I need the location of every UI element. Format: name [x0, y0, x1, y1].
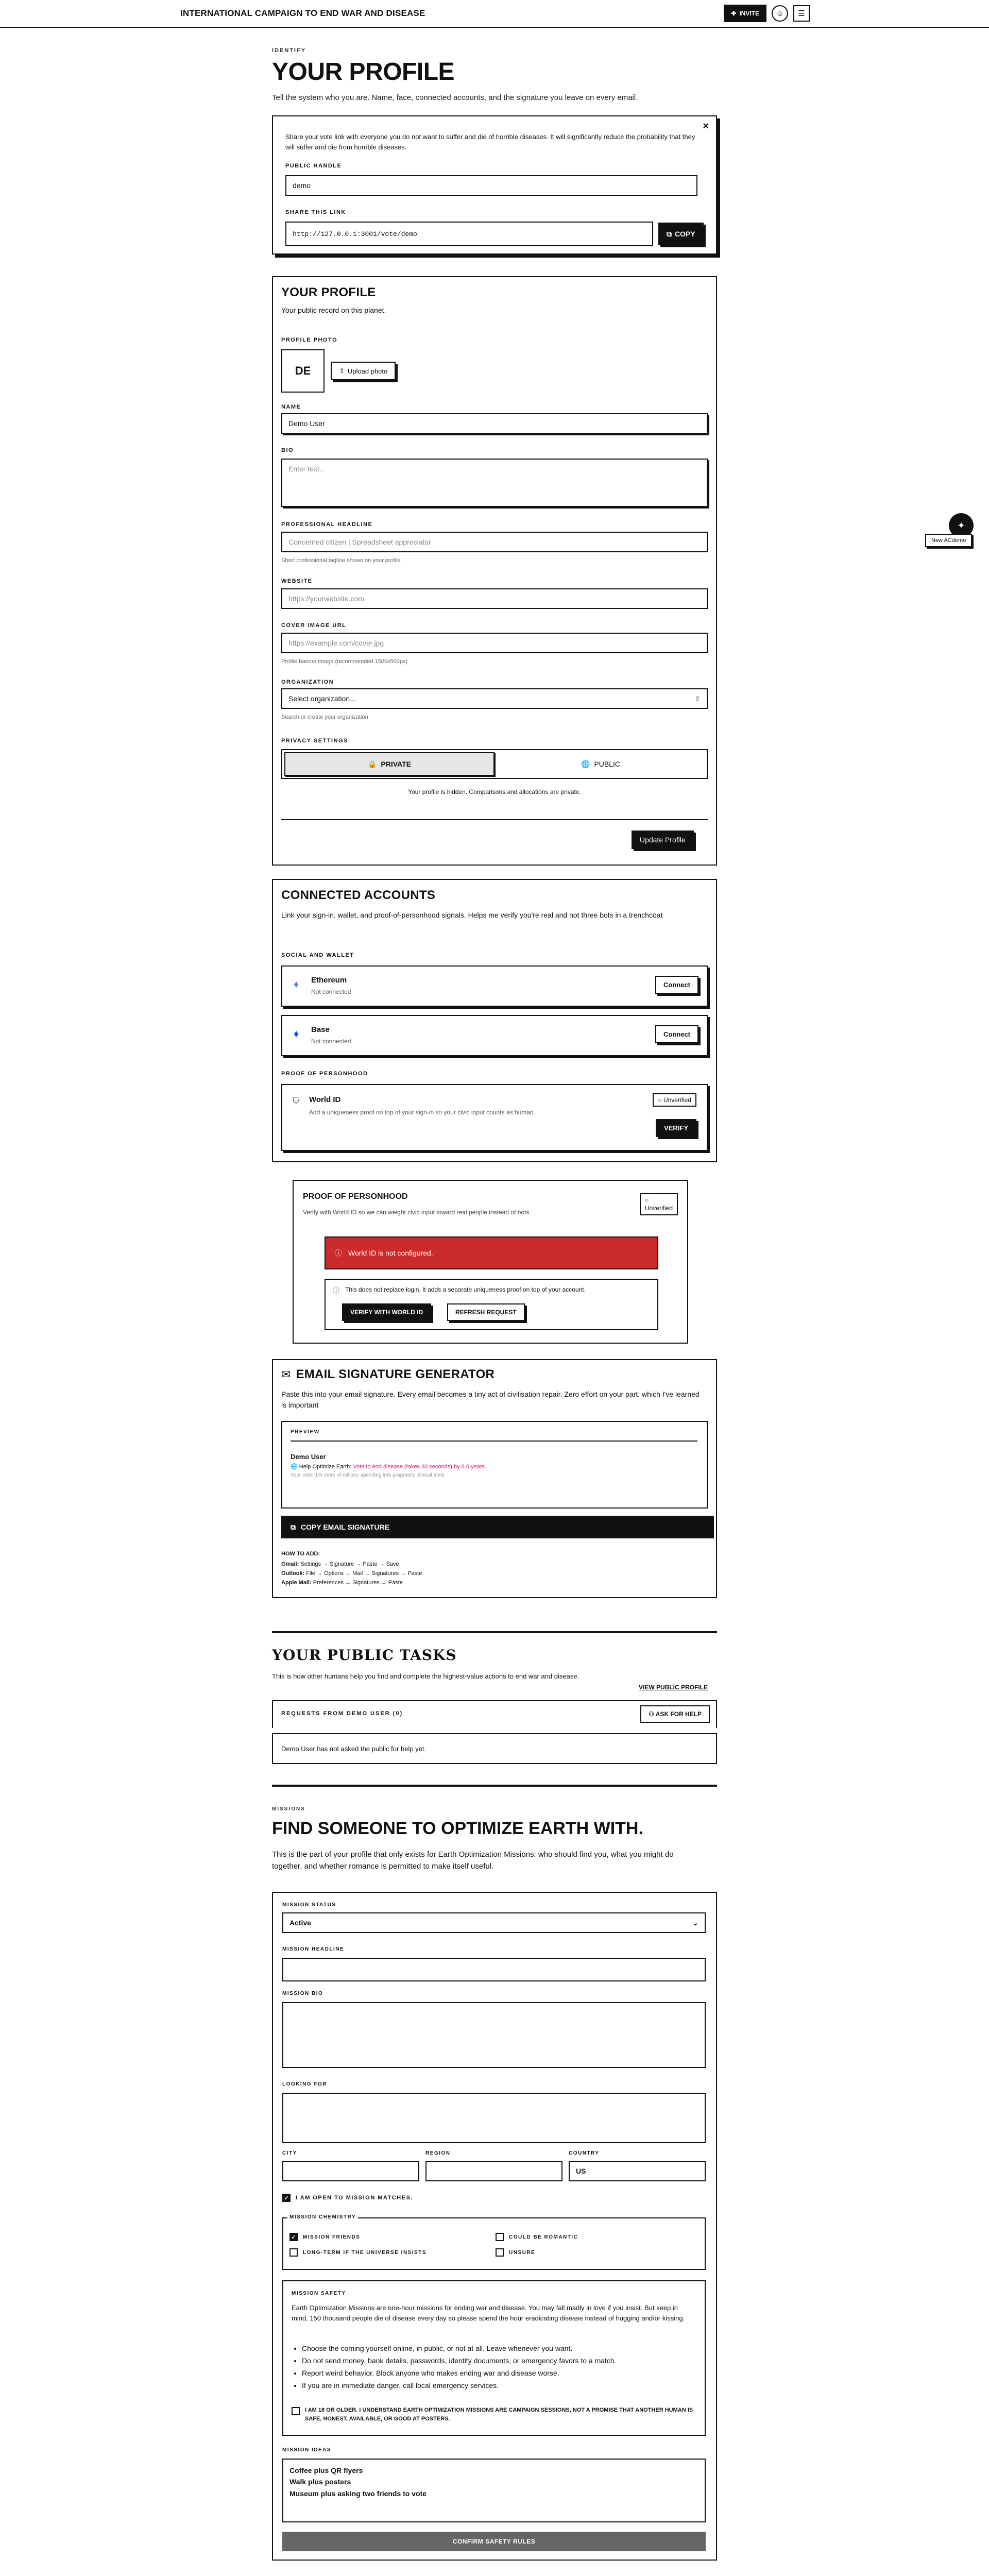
chem-longterm-label: LONG-TERM IF THE UNIVERSE INSISTS [303, 2249, 427, 2256]
pop-title: PROOF OF PERSONHOOD [303, 1192, 408, 1201]
tasks-subtitle: This is how other humans help you find and complete the highest-value actions to end war and disease. [272, 1672, 579, 1680]
signature-heading [281, 1367, 494, 1382]
page-eyebrow: IDENTIFY [272, 47, 306, 54]
upload-label: Upload photo [347, 367, 388, 375]
profile-title: YOUR PROFILE [281, 285, 376, 299]
base-icon: ♦ [294, 1028, 299, 1040]
idea-item: Walk plus posters [289, 2478, 351, 2486]
chem-unsure-label: UNSURE [509, 2249, 536, 2256]
headline-label: PROFESSIONAL HEADLINE [281, 521, 373, 528]
city-input[interactable] [282, 2161, 419, 2181]
chevron-updown-icon: ⇕ [694, 694, 701, 703]
copy-icon: ⧉ [667, 229, 672, 238]
open-matches-checkbox[interactable]: ✓ [282, 2194, 291, 2202]
name-label: NAME [281, 404, 301, 410]
copy-signature-button[interactable] [281, 1516, 714, 1538]
shield-icon: ⛉ [293, 1095, 300, 1106]
verify-world-id-button[interactable]: VERIFY WITH WORLD ID [342, 1303, 431, 1321]
pop-badge-label: Unverified [644, 1204, 673, 1212]
user-icon[interactable]: ☺ [772, 5, 788, 22]
mission-headline-input[interactable] [282, 1958, 706, 1981]
cover-input[interactable]: https://example.com/cover.jpg [281, 633, 708, 653]
how-outlook [281, 1570, 422, 1577]
accounts-card [272, 879, 717, 1162]
bio-label: BIO [281, 447, 294, 453]
headline-hint: Short professional tagline shown on your profile [281, 557, 401, 564]
photo-label: PROFILE PHOTO [281, 337, 338, 343]
missions-eyebrow: MISSIONS [272, 1806, 305, 1812]
ask-label: ASK FOR HELP [655, 1710, 702, 1718]
how-gmail [281, 1561, 399, 1567]
private-label: PRIVATE [381, 760, 412, 768]
safety-rule: • If you are in immediate danger, call local emergency services. [302, 2381, 693, 2389]
chem-romantic-label: COULD BE ROMANTIC [509, 2234, 578, 2240]
chem-friends-checkbox[interactable]: ✓ [289, 2233, 298, 2241]
avatar: DE [281, 349, 325, 393]
invite-button[interactable] [724, 5, 766, 22]
bio-textarea[interactable]: Enter text... [281, 459, 708, 507]
region-input[interactable] [425, 2161, 562, 2181]
name-input[interactable]: Demo User [281, 413, 708, 434]
upload-photo-button[interactable] [331, 362, 396, 380]
ethereum-name: Ethereum [311, 976, 347, 985]
mission-bio-textarea[interactable] [282, 2002, 706, 2068]
safety-rule: • Do not send money, bank details, passwords, identity documents, or emergency favors to a match. [302, 2357, 693, 2365]
cover-hint: Profile banner image (recommended 1500x500px) [281, 658, 408, 665]
base-row [281, 1015, 708, 1056]
ethereum-status: Not connected [311, 988, 351, 995]
copy-label: COPY [675, 230, 695, 238]
accounts-title: CONNECTED ACCOUNTS [281, 888, 436, 902]
region-label: REGION [425, 2150, 451, 2156]
upload-icon: ⇪ [339, 367, 345, 375]
open-matches-row [282, 2194, 413, 2202]
accounts-subtitle: Link your sign-in, wallet, and proof-of-personhood signals. Helps me verify you're real and not three bots in a trenchcoat [281, 911, 663, 919]
user-plus-icon: ✚ [731, 10, 737, 17]
globe-small-icon: 🌐 [291, 1464, 299, 1470]
refresh-request-button[interactable]: REFRESH REQUEST [447, 1303, 525, 1321]
chemistry-box [282, 2214, 706, 2270]
safety-rule: • Choose the coming yourself online, in public, or not at all. Leave whenever you want. [302, 2344, 693, 2352]
ideas-label: MISSION IDEAS [282, 2447, 332, 2453]
open-matches-label: I AM OPEN TO MISSION MATCHES. [296, 2195, 413, 2201]
page-title: YOUR PROFILE [272, 58, 455, 86]
circle-icon: ○ [644, 1196, 649, 1204]
how-apple [281, 1580, 403, 1586]
chem-friends-label: MISSION FRIENDS [303, 2234, 361, 2240]
preview-line1 [291, 1463, 485, 1470]
chem-longterm-checkbox[interactable] [289, 2248, 298, 2257]
safety-title: MISSION SAFETY [292, 2291, 346, 2296]
pop-note-box [325, 1279, 658, 1330]
signature-preview [281, 1421, 708, 1509]
privacy-public-option[interactable] [497, 752, 705, 776]
website-input[interactable]: https://yourwebsite.com [281, 588, 708, 609]
brand-title[interactable]: INTERNATIONAL CAMPAIGN TO END WAR AND DISEASE [180, 8, 425, 18]
profile-divider [281, 819, 708, 820]
share-text: Share your vote link with everyone you do not want to suffer and die of horrible diseases. It will significantly reduce the probability that they will suffer and die from horrible diseases. [285, 133, 695, 151]
circle-icon: ○ [658, 1096, 663, 1104]
share-card [272, 115, 717, 255]
menu-icon[interactable]: ☰ [793, 5, 810, 22]
world-id-verify-button[interactable]: VERIFY [656, 1119, 696, 1137]
safety-rule: • Report weird behavior. Block anyone who makes ending war and disease worse. [302, 2369, 693, 2377]
website-label: WEBSITE [281, 578, 313, 584]
city-label: CITY [282, 2150, 297, 2156]
age-ack-checkbox[interactable] [292, 2407, 300, 2415]
users-icon: ⚇ [649, 1710, 656, 1718]
privacy-toggle [281, 749, 708, 779]
preview-label: PREVIEW [291, 1429, 320, 1435]
share-link-input[interactable]: http://127.0.0.1:3001/vote/demo [285, 222, 653, 246]
view-public-profile-link[interactable]: VIEW PUBLIC PROFILE [639, 1684, 708, 1691]
chem-unsure-checkbox[interactable] [496, 2248, 504, 2257]
chevron-down-icon: ⌄ [692, 1918, 698, 1927]
pop-badge [640, 1193, 678, 1215]
preview-name: Demo User [291, 1453, 326, 1461]
privacy-note: Your profile is hidden. Comparisons and allocations are private. [408, 788, 581, 795]
world-id-row [281, 1084, 708, 1151]
looking-for-label: LOOKING FOR [282, 2081, 328, 2087]
mail-icon: ✉ [281, 1368, 291, 1381]
missions-rule [272, 1785, 717, 1787]
org-select[interactable] [281, 688, 708, 709]
outlook-steps: File → Options → Mail → Signatures → Paste [306, 1570, 422, 1577]
pop-subtitle: Verify with World ID so we can weight civic input toward real people instead of bots. [303, 1209, 531, 1216]
missions-subtitle: This is the part of your profile that only exists for Earth Optimization Missions: who should find you, what you might do together, and whether romance is permitted to make itself useful. [272, 1850, 674, 1871]
ethereum-icon: ♦ [294, 979, 299, 990]
pop-label: PROOF OF PERSONHOOD [281, 1071, 368, 1077]
preview-rule [291, 1440, 697, 1442]
missions-card [272, 1892, 717, 2561]
cover-label: COVER IMAGE URL [281, 622, 347, 629]
invite-label: INVITE [739, 10, 759, 17]
safety-box [282, 2280, 706, 2436]
base-name: Base [311, 1025, 330, 1034]
page-header [272, 47, 717, 102]
handle-label: PUBLIC HANDLE [285, 163, 342, 169]
unverified-badge [653, 1093, 696, 1107]
age-ack-label: I AM 18 OR OLDER. I UNDERSTAND EARTH OPTIMIZATION MISSIONS ARE CAMPAIGN SESSIONS, NOT A PROMISE THAT ANOTHER HUMAN IS SAFE, HONEST, AVAILABLE, OR GOOD AT POSTERS. [305, 2407, 693, 2422]
idea-item: Museum plus asking two friends to vote [289, 2489, 427, 2498]
copy-link-button[interactable] [658, 223, 704, 245]
chem-romantic-row [496, 2233, 578, 2241]
privacy-private-option[interactable] [284, 752, 494, 776]
world-id-desc: Add a uniqueness proof on top of your sign-in so your civic input counts as human. [309, 1109, 535, 1116]
profile-subtitle: Your public record on this planet. [281, 306, 386, 314]
unverified-label: Unverified [663, 1096, 691, 1104]
ideas-textarea[interactable] [282, 2459, 706, 2522]
profile-card [272, 276, 717, 866]
gmail-steps: Settings → Signature → Paste → Save [300, 1561, 399, 1567]
status-select[interactable] [282, 1912, 706, 1933]
update-profile-button[interactable]: Update Profile [632, 831, 694, 849]
requests-label: REQUESTS FROM DEMO USER (0) [281, 1710, 403, 1717]
preview-line2: Your vote: 1% more of military spending into pragmatic clinical trials [291, 1472, 445, 1478]
tasks-title: YOUR PUBLIC TASKS [272, 1647, 457, 1664]
status-value: Active [289, 1919, 312, 1927]
share-link-label: SHARE THIS LINK [285, 209, 346, 215]
copy-signature-label: COPY EMAIL SIGNATURE [301, 1523, 389, 1531]
info-icon: ⓘ [333, 1286, 340, 1294]
age-ack-row [292, 2406, 698, 2423]
ethereum-row [281, 965, 708, 1007]
top-bar [0, 0, 989, 28]
chem-friends-row [289, 2233, 360, 2241]
pop-card [293, 1180, 688, 1344]
apple-steps: Preferences → Signatures → Paste [313, 1580, 403, 1586]
apple-label: Apple Mail: [281, 1580, 312, 1586]
pop-note: This does not replace login. It adds a separate uniqueness proof on top of your account. [345, 1286, 586, 1293]
wallet-label: SOCIAL AND WALLET [281, 952, 354, 958]
status-label: MISSION STATUS [282, 1902, 336, 1908]
mission-bio-label: MISSION BIO [282, 1991, 323, 1996]
tasks-empty: Demo User has not asked the public for help yet. [272, 1733, 717, 1764]
page-subtitle: Tell the system who you are. Name, face, connected accounts, and the signature you leave on every email. [272, 93, 638, 102]
close-icon[interactable]: × [703, 121, 709, 132]
world-id-name: World ID [309, 1095, 341, 1104]
how-to-label: HOW TO ADD: [281, 1551, 320, 1557]
globe-icon: 🌐 [581, 759, 590, 768]
handle-input[interactable]: demo [285, 175, 697, 196]
preview-vote-link[interactable]: Vote to end disease (takes 30 seconds) by 8.0 years [353, 1464, 485, 1470]
ask-for-help-button[interactable] [640, 1705, 710, 1723]
top-actions [724, 5, 810, 22]
privacy-label: PRIVACY SETTINGS [281, 738, 348, 744]
chem-unsure-row [496, 2248, 535, 2257]
mission-headline-label: MISSION HEADLINE [282, 1946, 345, 1952]
org-hint: Search or create your organization [281, 714, 368, 720]
safety-text: Earth Optimization Missions are one-hour missions for ending war and disease. You may fall madly in love if you insist. But keep in mind, 150 thousand people die of disease every day so please spend the hour eradicating disease instead of hugging and/or kissing. [292, 2304, 685, 2322]
ethereum-connect-button[interactable]: Connect [655, 976, 698, 994]
country-input[interactable]: US [569, 2161, 706, 2181]
lock-icon: 🔒 [367, 759, 377, 768]
public-label: PUBLIC [594, 760, 620, 768]
missions-title: FIND SOMEONE TO OPTIMIZE EARTH WITH. [272, 1819, 643, 1838]
side-chip[interactable]: New ACdemo [925, 534, 972, 547]
country-label: COUNTRY [569, 2150, 600, 2156]
copy-icon: ⧉ [291, 1522, 296, 1531]
preview-line1-text: Help Optimize Earth: [299, 1464, 352, 1470]
sparkle-icon: ✦ [957, 520, 965, 531]
outlook-label: Outlook: [281, 1570, 305, 1577]
chemistry-label: MISSION CHEMISTRY [287, 2214, 358, 2220]
chem-romantic-checkbox[interactable] [496, 2233, 504, 2241]
chem-longterm-row [289, 2248, 427, 2257]
confirm-safety-button[interactable]: CONFIRM SAFETY RULES [282, 2532, 706, 2551]
alert-icon: ⓘ [335, 1249, 342, 1257]
looking-for-textarea[interactable] [282, 2093, 706, 2143]
gmail-label: Gmail: [281, 1561, 299, 1567]
headline-input[interactable]: Concerned citizen | Spreadsheet appreciator [281, 532, 708, 552]
safety-rules [292, 2344, 693, 2394]
tasks-requests-header [272, 1700, 717, 1728]
tasks-rule [272, 1631, 717, 1633]
org-value: Select organization... [288, 694, 356, 703]
org-label: ORGANIZATION [281, 679, 334, 685]
idea-item: Coffee plus QR flyers [289, 2466, 363, 2475]
pop-error-alert [325, 1236, 658, 1269]
base-connect-button[interactable]: Connect [655, 1025, 698, 1043]
base-status: Not connected [311, 1038, 351, 1045]
signature-subtitle: Paste this into your email signature. Every email becomes a tiny act of civilisation repair. Zero effort on your part, which I've learned is important [281, 1390, 700, 1409]
signature-title: EMAIL SIGNATURE GENERATOR [296, 1367, 495, 1381]
pop-error-text: World ID is not configured. [348, 1249, 433, 1257]
signature-card [272, 1359, 717, 1598]
